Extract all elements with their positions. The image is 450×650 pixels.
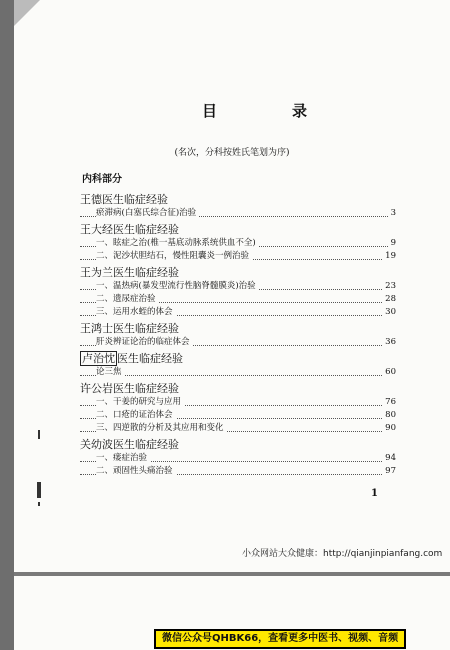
toc-text: 肝炎辨证论治的临症体会: [96, 337, 190, 347]
toc-page-number: 90: [382, 422, 396, 435]
toc-chapter-heading: [80, 192, 396, 207]
page-corner-fold: [14, 0, 40, 26]
toc-text: 一、温热病(暴发型流行性脑脊髓膜炎)治验: [96, 281, 256, 291]
toc-entry: [80, 207, 396, 220]
toc-page-number: 97: [382, 465, 396, 478]
toc-text: 二、口疮的证治体会: [96, 410, 173, 420]
toc-entry: [80, 409, 396, 422]
toc-text: 王德医生临症经验: [80, 193, 168, 206]
footer-site-text: 小众网站大众健康：http://qianjinpianfang.com: [242, 549, 443, 559]
toc-text: 一、眩症之治(椎一基底动脉系统供血不全): [96, 238, 256, 248]
toc-text: 一、瘘症治验: [96, 453, 148, 463]
page-title: 目 录: [202, 102, 338, 120]
scan-marks: [36, 430, 42, 520]
toc-entry: [80, 452, 396, 465]
toc-text: 王大经医生临症经验: [80, 223, 179, 236]
toc-page-number: 3: [388, 207, 396, 220]
table-of-contents: [80, 190, 396, 478]
toc-page-number: 23: [382, 280, 396, 293]
page-number: 1: [371, 488, 378, 499]
toc-entry: [80, 237, 396, 250]
document-page: [14, 0, 450, 572]
toc-text: 王为兰医生临症经验: [80, 266, 179, 279]
toc-entry: [80, 422, 396, 435]
toc-page-number: 9: [388, 237, 396, 250]
toc-leader-dots: [80, 375, 396, 376]
toc-boxed-name: 卢治忱: [82, 352, 115, 365]
toc-entry: [80, 280, 396, 293]
toc-text: 许公岩医生临症经验: [80, 382, 179, 395]
toc-text: 一、干姜的研究与应用: [96, 397, 182, 407]
toc-page-number: 36: [382, 336, 396, 349]
toc-chapter-heading: [80, 437, 396, 452]
toc-entry: [80, 250, 396, 263]
footer-banner: 微信公众号QHBK66，查看更多中医书、视频、音频: [154, 629, 406, 649]
toc-text: 论三焦: [96, 367, 122, 377]
toc-text: 关幼波医生临症经验: [80, 438, 179, 451]
page-subtitle: (名次，分科按姓氏笔划为序): [174, 148, 290, 158]
toc-text: 三、运用水蛭的体会: [96, 307, 173, 317]
toc-entry: [80, 293, 396, 306]
toc-page-number: 76: [382, 396, 396, 409]
toc-text: 王鸿士医生临症经验: [80, 322, 179, 335]
toc-chapter-heading: [80, 351, 396, 366]
toc-text: 二、泥沙状胆结石，慢性阻囊炎一例治验: [96, 251, 250, 261]
toc-chapter-heading: [80, 222, 396, 237]
toc-text: 二、顽固性头痛治验: [96, 466, 173, 476]
toc-page-number: 94: [382, 452, 396, 465]
toc-entry: [80, 366, 396, 379]
toc-page-number: 80: [382, 409, 396, 422]
toc-page-number: 19: [382, 250, 396, 263]
toc-entry: [80, 396, 396, 409]
toc-page-number: 60: [382, 366, 396, 379]
toc-chapter-heading: [80, 265, 396, 280]
toc-page-number: 28: [382, 293, 396, 306]
toc-text: 三、四逆散的分析及其应用和变化: [96, 423, 224, 433]
toc-chapter-heading: [80, 321, 396, 336]
toc-text: 二、遗尿症治验: [96, 294, 156, 304]
toc-entry: [80, 306, 396, 319]
toc-text: 医生临症经验: [117, 352, 183, 365]
toc-entry: [80, 336, 396, 349]
toc-chapter-heading: [80, 381, 396, 396]
toc-page-number: 30: [382, 306, 396, 319]
toc-entry: [80, 465, 396, 478]
toc-text: 瘀滞病(白塞氏综合征)治验: [96, 208, 197, 218]
section-heading: 内科部分: [82, 174, 122, 185]
viewer-left-edge: [0, 0, 14, 650]
